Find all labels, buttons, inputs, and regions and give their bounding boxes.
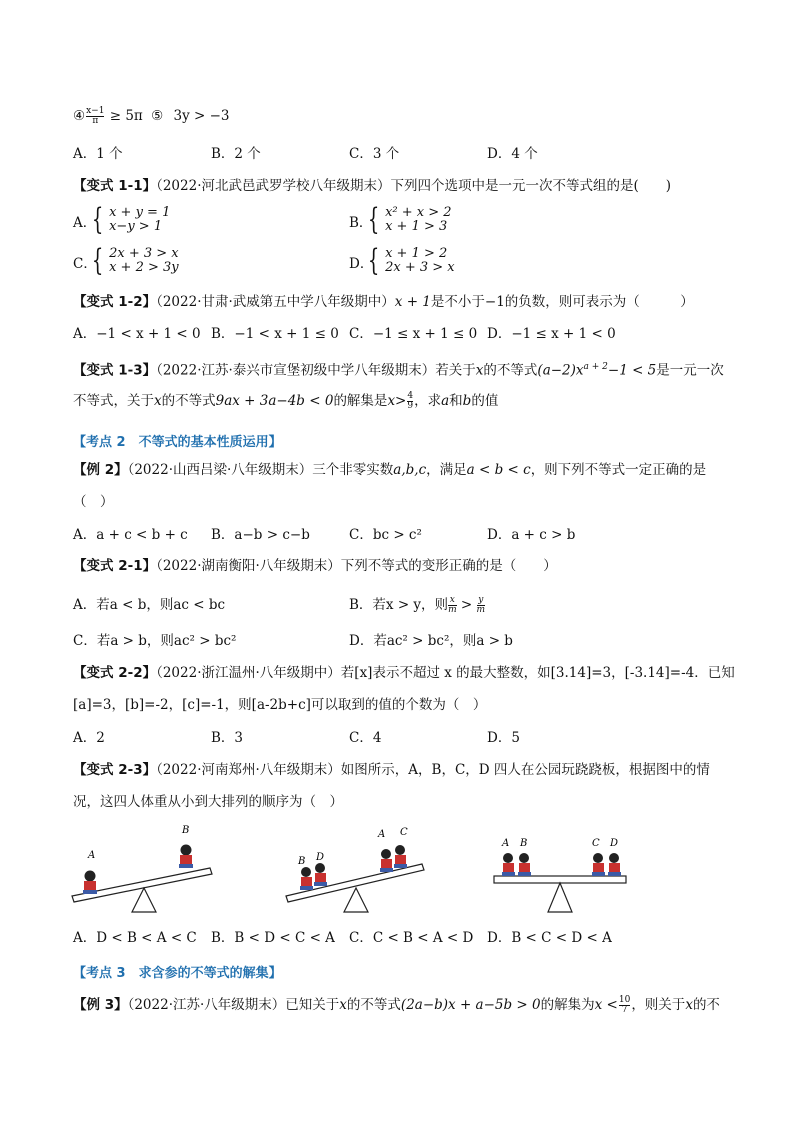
seesaw-figure-2 xyxy=(282,818,432,916)
fraction: $\frac{10}{7}$ xyxy=(618,995,631,1015)
person-icon xyxy=(518,853,531,876)
variant-2-1-question: 【变式 2-1】（2022·湖南衡阳·八年级期末）下列不等式的变形正确的是（ ） xyxy=(73,558,557,574)
v11-option-b-label[interactable]: B． xyxy=(349,215,373,231)
variant-1-1-question: 【变式 1-1】（2022·河北武邑武罗学校八年级期末）下列四个选项中是一元一次不等式组的是( ) xyxy=(73,178,672,194)
example-2-paren: （ ） xyxy=(73,494,114,510)
v21-option-a[interactable]: A．若a < b，则ac < bc xyxy=(73,597,226,613)
v11-option-c-system[interactable]: { 2x + 3 > x x + 2 > 3y xyxy=(91,243,179,278)
v11-option-b-system[interactable]: { x² + x > 2 x + 1 > 3 xyxy=(367,202,452,237)
v11-option-a-system[interactable]: { x + y = 1 x−y > 1 xyxy=(91,202,171,237)
v12-option-d[interactable]: D．−1 ≤ x + 1 < 0 xyxy=(487,326,616,342)
seesaw-pivot xyxy=(548,883,572,912)
v22-option-d[interactable]: D．5 xyxy=(487,730,520,746)
v11-option-c-label[interactable]: C． xyxy=(73,256,97,272)
v11-option-d-label[interactable]: D． xyxy=(349,256,374,272)
option-b[interactable]: B．2 个 xyxy=(211,146,261,162)
v22-option-b[interactable]: B．3 xyxy=(211,730,244,746)
fraction: $\frac{y}{m}$ xyxy=(476,595,486,615)
v21-option-b[interactable]: B．若x > y，则 $\frac{x}{m}$ > $\frac{y}{m}$ xyxy=(349,595,486,615)
v21-option-d[interactable]: D．若ac² > bc²，则a > b xyxy=(349,633,513,649)
variant-1-3-line2: 不等式，关于x的不等式9ax + 3a−4b < 0的解集是x> $\frac{4}{9}$ ，求a和b的值 xyxy=(73,391,499,411)
v12-option-c[interactable]: C．−1 ≤ x + 1 ≤ 0 xyxy=(349,326,478,342)
variant-1-2-question: 【变式 1-2】（2022·甘肃·武威第五中学八年级期中）x + 1是不小于−1的负数，则可表示为（ ） xyxy=(73,294,694,310)
label-a: A xyxy=(378,829,386,840)
v11-option-a-label[interactable]: A． xyxy=(73,215,97,231)
circled-4: ④ xyxy=(73,108,86,124)
example-2-question: 【例 2】（2022·山西吕梁·八年级期末）三个非零实数a,b,c，满足a < b < c，则下列不等式一定正确的是 xyxy=(73,462,707,478)
seesaw-pivot xyxy=(132,888,156,912)
v12-option-b[interactable]: B．−1 < x + 1 ≤ 0 xyxy=(211,326,339,342)
variant-2-3-line1: 【变式 2-3】（2022·河南郑州·八年级期末）如图所示，A，B，C，D 四人在公园玩跷跷板，根据图中的情 xyxy=(73,762,710,778)
variant-1-3-line1: 【变式 1-3】（2022·江苏·泰兴市宣堡初级中学八年级期末）若关于x的不等式$(a-2)x^{a + 2}-1 < 5$是一元一次 xyxy=(73,362,724,379)
fraction: $\frac{4}{9}$ xyxy=(407,391,414,411)
label-a: A xyxy=(502,838,510,849)
person-icon xyxy=(608,853,621,876)
v22-option-c[interactable]: C．4 xyxy=(349,730,382,746)
v23-option-c[interactable]: C．C < B < A < D xyxy=(349,930,474,946)
seesaw-pivot xyxy=(344,888,368,912)
example-3-question: 【例 3】（2022·江苏·八年级期末）已知关于x的不等式(2a−b)x + a−5b > 0的解集为x < $\frac{10}{7}$ ，则关于x的不 xyxy=(73,995,720,1015)
circled-5: ⑤ xyxy=(151,108,164,124)
ex2-option-c[interactable]: C．bc > c² xyxy=(349,527,422,543)
variant-2-2-line2: [a]=3，[b]=-2，[c]=-1，则[a-2b+c]可以取到的值的个数为（ ） xyxy=(73,697,487,713)
option-d[interactable]: D．4 个 xyxy=(487,146,538,162)
v22-option-a[interactable]: A．2 xyxy=(73,730,105,746)
v23-option-a[interactable]: A．D < B < A < C xyxy=(73,930,197,946)
item-5-expr: 3y > −3 xyxy=(173,108,230,124)
seesaw-figure-1 xyxy=(68,818,218,916)
person-icon xyxy=(300,867,313,890)
label-b: B xyxy=(182,825,190,836)
v23-option-d[interactable]: D．B < C < D < A xyxy=(487,930,612,946)
v23-option-b[interactable]: B．B < D < C < A xyxy=(211,930,335,946)
label-d: D xyxy=(610,838,619,849)
person-icon xyxy=(592,853,605,876)
label-d: D xyxy=(316,852,325,863)
v11-option-d-system[interactable]: { x + 1 > 2 2x + 3 > x xyxy=(367,243,455,278)
person-icon xyxy=(502,853,515,876)
person-icon xyxy=(394,845,407,868)
topic-3-heading: 【考点 3 求含参的不等式的解集】 xyxy=(73,966,282,981)
label-a: A xyxy=(88,850,96,861)
ex2-option-d[interactable]: D．a + c > b xyxy=(487,527,576,543)
person-icon xyxy=(314,863,327,886)
fraction: $\frac{x}{m}$ xyxy=(448,595,457,615)
option-c[interactable]: C．3 个 xyxy=(349,146,400,162)
seesaw-figure-3 xyxy=(490,832,630,916)
variant-2-2-line1: 【变式 2-2】（2022·浙江温州·八年级期中）若[x]表示不超过 x 的最大整数，如[3.14]=3，[-3.14]=-4．已知 xyxy=(73,665,735,681)
fraction: $\frac{x-1}{\pi}$ xyxy=(86,106,105,126)
v12-option-a[interactable]: A．−1 < x + 1 < 0 xyxy=(73,326,201,342)
label-c: C xyxy=(592,838,600,849)
person-icon xyxy=(179,845,193,869)
variant-2-3-line2: 况，这四人体重从小到大排列的顺序为（ ） xyxy=(73,794,343,810)
ex2-option-b[interactable]: B．a−b > c−b xyxy=(211,527,310,543)
option-a[interactable]: A．1 个 xyxy=(73,146,123,162)
label-b: B xyxy=(298,856,306,867)
topic-2-heading: 【考点 2 不等式的基本性质运用】 xyxy=(73,435,282,450)
ex2-option-a[interactable]: A．a + c < b + c xyxy=(73,527,188,543)
person-icon xyxy=(83,871,97,895)
top-items-line: ④ $\frac{x-1}{\pi}$ ≥ 5π ⑤ 3y > −3 xyxy=(73,106,230,126)
label-c: C xyxy=(400,827,408,838)
label-b: B xyxy=(520,838,528,849)
v21-option-c[interactable]: C．若a > b，则ac² > bc² xyxy=(73,633,237,649)
person-icon xyxy=(380,849,393,872)
